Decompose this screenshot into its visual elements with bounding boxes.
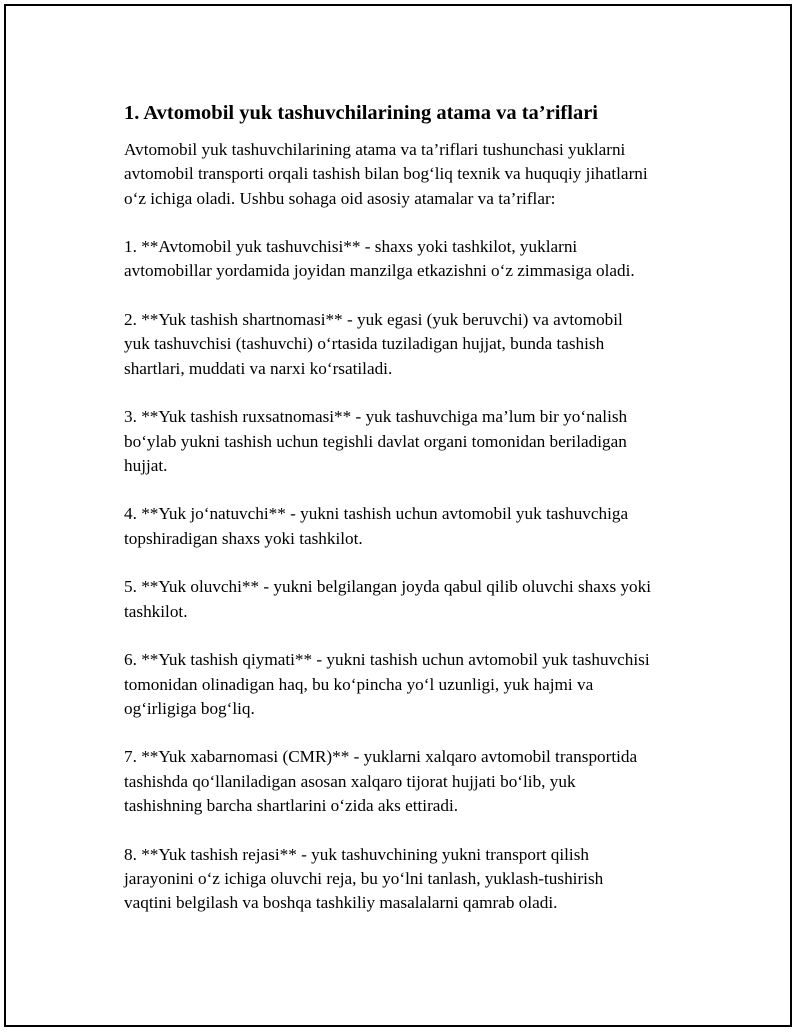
document-content — [124, 98, 714, 940]
definition-line: vaqtini belgilash va boshqa tashkiliy masalalarni qamrab oladi. — [124, 893, 558, 913]
intro-paragraph — [124, 138, 714, 211]
definition-line: og‘irligiga bog‘liq. — [124, 698, 255, 718]
definition-line: tashishda qo‘llaniladigan asosan xalqaro tijorat hujjati bo‘lib, yuk — [124, 771, 576, 791]
definition-item-1 — [124, 235, 714, 284]
definition-item-2 — [124, 308, 714, 381]
definition-item-8 — [124, 843, 714, 916]
definition-line: tashkilot. — [124, 601, 188, 621]
definition-line: avtomobillar yordamida joyidan manzilga etkazishni o‘z zimmasiga oladi. — [124, 261, 635, 281]
definition-item-6 — [124, 648, 714, 721]
definition-line: 1. **Avtomobil yuk tashuvchisi** - shaxs yoki tashkilot, yuklarni — [124, 237, 578, 257]
definition-item-5 — [124, 575, 714, 624]
definition-line: topshiradigan shaxs yoki tashkilot. — [124, 528, 363, 548]
definition-line: yuk tashuvchisi (tashuvchi) o‘rtasida tuziladigan hujjat, bunda tashish — [124, 334, 605, 354]
definition-line: 3. **Yuk tashish ruxsatnomasi** - yuk tashuvchiga ma’lum bir yo‘nalish — [124, 407, 628, 427]
definition-item-4 — [124, 502, 714, 551]
definition-item-7 — [124, 745, 714, 818]
intro-line: o‘z ichiga oladi. Ushbu sohaga oid asosiy atamalar va ta’riflar: — [124, 188, 556, 208]
definition-item-3 — [124, 405, 714, 478]
page-frame — [4, 4, 792, 1027]
intro-line: avtomobil transporti orqali tashish bilan bog‘liq texnik va huquqiy jihatlarni — [124, 164, 648, 184]
definition-line: shartlari, muddati va narxi ko‘rsatiladi. — [124, 358, 393, 378]
definition-line: 2. **Yuk tashish shartnomasi** - yuk egasi (yuk beruvchi) va avtomobil — [124, 310, 623, 330]
section-heading: 1. Avtomobil yuk tashuvchilarining atama va ta’riflari — [124, 102, 598, 124]
definition-line: 6. **Yuk tashish qiymati** - yukni tashish uchun avtomobil yuk tashuvchisi — [124, 650, 650, 670]
definition-line: 8. **Yuk tashish rejasi** - yuk tashuvchining yukni transport qilish — [124, 844, 589, 864]
definition-line: bo‘ylab yukni tashish uchun tegishli davlat organi tomonidan beriladigan — [124, 431, 627, 451]
definition-line: 4. **Yuk jo‘natuvchi** - yukni tashish uchun avtomobil yuk tashuvchiga — [124, 504, 629, 524]
definition-line: 7. **Yuk xabarnomasi (CMR)** - yuklarni xalqaro avtomobil transportida — [124, 747, 638, 767]
definition-line: 5. **Yuk oluvchi** - yukni belgilangan joyda qabul qilib oluvchi shaxs yoki — [124, 577, 652, 597]
intro-line: Avtomobil yuk tashuvchilarining atama va ta’riflari tushunchasi yuklarni — [124, 140, 626, 159]
definition-line: jarayonini o‘z ichiga oluvchi reja, bu yo‘lni tanlash, yuklash-tushirish — [124, 868, 604, 888]
definition-line: hujjat. — [124, 455, 168, 475]
definition-line: tashishning barcha shartlarini o‘zida aks ettiradi. — [124, 796, 459, 816]
definition-line: tomonidan olinadigan haq, bu ko‘pincha yo‘l uzunligi, yuk hajmi va — [124, 674, 594, 694]
